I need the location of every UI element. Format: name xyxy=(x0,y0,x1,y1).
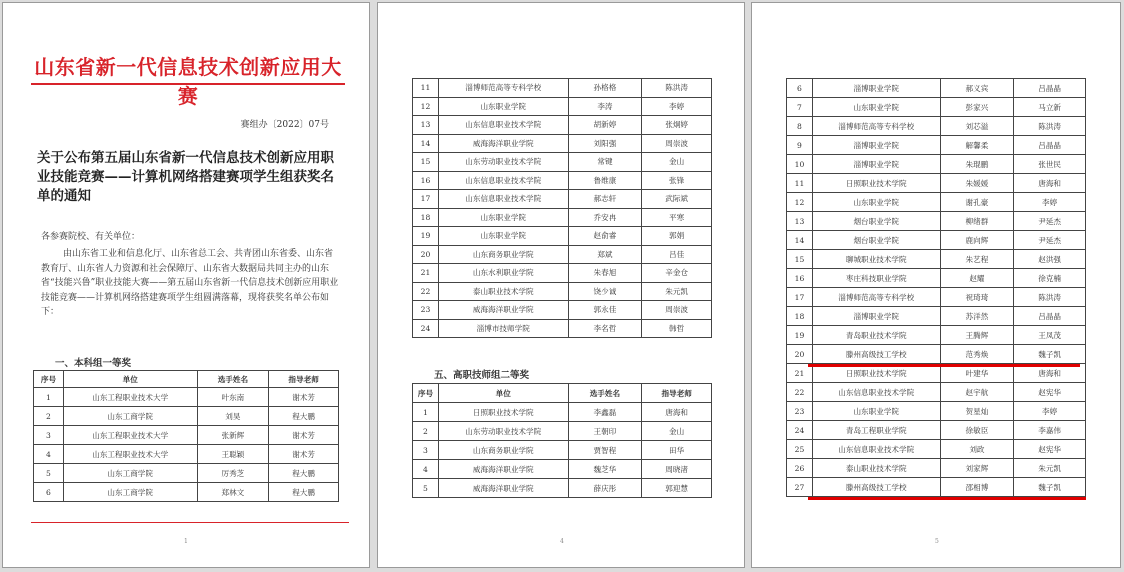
cell-advisor: 徐克楠 xyxy=(1014,269,1086,288)
cell-index: 7 xyxy=(787,98,813,117)
cell-index: 17 xyxy=(787,288,813,307)
cell-contestant: 邵相博 xyxy=(940,478,1014,497)
cell-unit: 淄博市技师学院 xyxy=(438,319,568,338)
cell-index: 21 xyxy=(413,264,439,283)
cell-advisor: 程大鹏 xyxy=(269,464,339,483)
cell-unit: 日照职业技术学院 xyxy=(438,403,568,422)
cell-index: 24 xyxy=(787,421,813,440)
cell-index: 18 xyxy=(413,208,439,227)
cell-unit: 淄博职业学院 xyxy=(812,155,940,174)
cell-contestant: 刘昊 xyxy=(197,407,269,426)
table-row xyxy=(787,212,1086,231)
cell-unit: 威海海洋职业学院 xyxy=(438,460,568,479)
cell-index: 4 xyxy=(413,460,439,479)
cell-index: 26 xyxy=(787,459,813,478)
cell-index: 16 xyxy=(787,269,813,288)
table-row xyxy=(413,479,712,498)
cell-index: 8 xyxy=(787,117,813,136)
document-page-1 xyxy=(2,2,370,568)
table-row xyxy=(413,245,712,264)
cell-advisor: 韩哲 xyxy=(642,319,712,338)
cell-advisor: 魏子凯 xyxy=(1014,345,1086,364)
cell-contestant: 刘家辉 xyxy=(940,459,1014,478)
document-page-5 xyxy=(751,2,1121,568)
table-row xyxy=(413,116,712,135)
column-header: 指导老师 xyxy=(269,371,339,388)
cell-unit: 山东工商学院 xyxy=(63,407,197,426)
cell-unit: 山东工程职业技术大学 xyxy=(63,426,197,445)
cell-unit: 青岛职业技术学院 xyxy=(812,326,940,345)
cell-unit: 山东工商学院 xyxy=(63,483,197,502)
cell-unit: 日照职业技术学院 xyxy=(812,364,940,383)
cell-unit: 山东职业学院 xyxy=(438,208,568,227)
cell-contestant: 刘阳强 xyxy=(568,134,642,153)
table-row xyxy=(787,478,1086,497)
table-row xyxy=(787,250,1086,269)
section-heading: 五、高职技师组二等奖 xyxy=(434,370,530,381)
cell-index: 3 xyxy=(34,426,64,445)
table-row xyxy=(413,227,712,246)
table-row xyxy=(787,288,1086,307)
cell-unit: 山东信息职业技术学院 xyxy=(438,171,568,190)
table-row xyxy=(413,134,712,153)
cell-contestant: 王聪颖 xyxy=(197,445,269,464)
cell-contestant: 祝琦琦 xyxy=(940,288,1014,307)
cell-advisor: 张世民 xyxy=(1014,155,1086,174)
cell-unit: 青岛工程职业学院 xyxy=(812,421,940,440)
cell-unit: 山东信息职业技术学院 xyxy=(438,190,568,209)
table-row xyxy=(413,282,712,301)
cell-index: 22 xyxy=(787,383,813,402)
table-row xyxy=(413,441,712,460)
cell-unit: 枣庄科技职业学院 xyxy=(812,269,940,288)
award-table xyxy=(786,78,1086,497)
section-heading: 一、本科组一等奖 xyxy=(55,358,132,369)
table-row xyxy=(787,193,1086,212)
table-row xyxy=(787,459,1086,478)
cell-unit: 山东信息职业技术学院 xyxy=(438,116,568,135)
cell-contestant: 朱媛媛 xyxy=(940,174,1014,193)
cell-unit: 聊城职业技术学院 xyxy=(812,250,940,269)
cell-contestant: 苏洋然 xyxy=(940,307,1014,326)
table-row xyxy=(413,403,712,422)
red-highlight-underline xyxy=(808,364,1080,367)
cell-advisor: 尹延杰 xyxy=(1014,231,1086,250)
table-row xyxy=(34,445,339,464)
cell-unit: 山东工程职业技术大学 xyxy=(63,445,197,464)
award-table xyxy=(412,78,712,338)
cell-contestant: 饶少诚 xyxy=(568,282,642,301)
cell-advisor: 朱元凯 xyxy=(642,282,712,301)
cell-contestant: 赵耀 xyxy=(940,269,1014,288)
cell-index: 13 xyxy=(413,116,439,135)
table-row xyxy=(413,422,712,441)
column-header: 选手姓名 xyxy=(568,384,642,403)
cell-advisor: 吕佳 xyxy=(642,245,712,264)
cell-index: 4 xyxy=(34,445,64,464)
cell-index: 23 xyxy=(787,402,813,421)
cell-advisor: 武际斌 xyxy=(642,190,712,209)
cell-contestant: 魏芝华 xyxy=(568,460,642,479)
document-page-4 xyxy=(377,2,745,568)
cell-unit: 威海海洋职业学院 xyxy=(438,301,568,320)
letterhead-title: 山东省新一代信息技术创新应用大赛 xyxy=(34,55,342,108)
table-row xyxy=(787,269,1086,288)
cell-contestant: 赵宇航 xyxy=(940,383,1014,402)
page-number: 4 xyxy=(560,538,564,545)
cell-index: 1 xyxy=(34,388,64,407)
cell-index: 14 xyxy=(787,231,813,250)
cell-index: 15 xyxy=(787,250,813,269)
cell-unit: 烟台职业学院 xyxy=(812,212,940,231)
cell-index: 27 xyxy=(787,478,813,497)
cell-contestant: 朱艺程 xyxy=(940,250,1014,269)
table-row xyxy=(34,464,339,483)
cell-index: 21 xyxy=(787,364,813,383)
cell-unit: 日照职业技术学院 xyxy=(812,174,940,193)
table-row xyxy=(413,319,712,338)
cell-advisor: 周崇波 xyxy=(642,301,712,320)
cell-unit: 山东职业学院 xyxy=(438,227,568,246)
table-row xyxy=(787,117,1086,136)
cell-index: 10 xyxy=(787,155,813,174)
cell-advisor: 李婷 xyxy=(1014,193,1086,212)
cell-index: 20 xyxy=(413,245,439,264)
cell-advisor: 李婷 xyxy=(1014,402,1086,421)
cell-unit: 滕州高级技工学校 xyxy=(812,345,940,364)
cell-advisor: 魏子凯 xyxy=(1014,478,1086,497)
cell-index: 3 xyxy=(413,441,439,460)
cell-contestant: 郑林文 xyxy=(197,483,269,502)
cell-advisor: 赵宪华 xyxy=(1014,383,1086,402)
table-row xyxy=(34,426,339,445)
column-header: 序号 xyxy=(34,371,64,388)
cell-contestant: 贾智程 xyxy=(568,441,642,460)
cell-advisor: 陈洪涛 xyxy=(1014,117,1086,136)
cell-advisor: 金山 xyxy=(642,153,712,172)
cell-unit: 山东职业学院 xyxy=(812,193,940,212)
cell-unit: 威海海洋职业学院 xyxy=(438,134,568,153)
cell-contestant: 李鑫磊 xyxy=(568,403,642,422)
table-row xyxy=(34,483,339,502)
cell-advisor: 陈洪涛 xyxy=(1014,288,1086,307)
cell-advisor: 周崇波 xyxy=(642,134,712,153)
column-header: 单位 xyxy=(63,371,197,388)
cell-index: 13 xyxy=(787,212,813,231)
cell-advisor: 唐海和 xyxy=(1014,174,1086,193)
cell-index: 20 xyxy=(787,345,813,364)
table-row xyxy=(787,421,1086,440)
table-row xyxy=(413,171,712,190)
cell-contestant: 张新辉 xyxy=(197,426,269,445)
cell-contestant: 柳绪群 xyxy=(940,212,1014,231)
cell-contestant: 谢孔豪 xyxy=(940,193,1014,212)
cell-advisor: 吕晶晶 xyxy=(1014,79,1086,98)
cell-advisor: 朱元凯 xyxy=(1014,459,1086,478)
table-row xyxy=(787,98,1086,117)
cell-index: 15 xyxy=(413,153,439,172)
cell-index: 16 xyxy=(413,171,439,190)
table-row xyxy=(413,97,712,116)
cell-contestant: 胡新婷 xyxy=(568,116,642,135)
table-row xyxy=(34,388,339,407)
cell-index: 2 xyxy=(413,422,439,441)
cell-advisor: 田华 xyxy=(642,441,712,460)
cell-advisor: 金山 xyxy=(642,422,712,441)
cell-advisor: 李婷 xyxy=(642,97,712,116)
red-highlight-underline xyxy=(808,497,1086,500)
cell-advisor: 尹延杰 xyxy=(1014,212,1086,231)
cell-contestant: 朱琨鹏 xyxy=(940,155,1014,174)
cell-advisor: 郭娟 xyxy=(642,227,712,246)
cell-unit: 山东水利职业学院 xyxy=(438,264,568,283)
cell-index: 18 xyxy=(787,307,813,326)
cell-unit: 山东信息职业技术学院 xyxy=(812,383,940,402)
cell-contestant: 贺星灿 xyxy=(940,402,1014,421)
table-row xyxy=(413,190,712,209)
table-row xyxy=(787,326,1086,345)
table-row xyxy=(787,136,1086,155)
cell-unit: 山东工程职业技术大学 xyxy=(63,388,197,407)
cell-unit: 泰山职业技术学院 xyxy=(438,282,568,301)
cell-unit: 山东信息职业技术学院 xyxy=(812,440,940,459)
cell-advisor: 马立新 xyxy=(1014,98,1086,117)
cell-advisor: 吕晶晶 xyxy=(1014,136,1086,155)
cell-unit: 山东职业学院 xyxy=(812,98,940,117)
cell-unit: 山东商务职业学院 xyxy=(438,441,568,460)
letterhead-divider xyxy=(31,83,345,85)
cell-advisor: 张炯婷 xyxy=(642,116,712,135)
cell-index: 5 xyxy=(413,479,439,498)
cell-unit: 淄博师范高等专科学校 xyxy=(812,288,940,307)
column-header: 单位 xyxy=(438,384,568,403)
cell-unit: 山东劳动职业技术学院 xyxy=(438,422,568,441)
cell-unit: 山东劳动职业技术学院 xyxy=(438,153,568,172)
cell-index: 1 xyxy=(413,403,439,422)
cell-unit: 淄博职业学院 xyxy=(812,307,940,326)
cell-unit: 淄博师范高等专科学校 xyxy=(438,79,568,98)
cell-unit: 烟台职业学院 xyxy=(812,231,940,250)
cell-unit: 淄博职业学院 xyxy=(812,79,940,98)
cell-contestant: 鹿向辉 xyxy=(940,231,1014,250)
footer-divider xyxy=(31,522,349,523)
cell-contestant: 朱春旭 xyxy=(568,264,642,283)
cell-unit: 淄博职业学院 xyxy=(812,136,940,155)
cell-contestant: 郭永佳 xyxy=(568,301,642,320)
cell-unit: 山东工商学院 xyxy=(63,464,197,483)
cell-index: 22 xyxy=(413,282,439,301)
cell-index: 19 xyxy=(413,227,439,246)
cell-advisor: 赵宪华 xyxy=(1014,440,1086,459)
column-header: 指导老师 xyxy=(642,384,712,403)
cell-index: 6 xyxy=(34,483,64,502)
cell-contestant: 薛庆彤 xyxy=(568,479,642,498)
cell-unit: 山东职业学院 xyxy=(812,402,940,421)
cell-advisor: 平寒 xyxy=(642,208,712,227)
cell-advisor: 唐海和 xyxy=(1014,364,1086,383)
table-row xyxy=(787,440,1086,459)
table-row xyxy=(413,79,712,98)
cell-contestant: 厉秀芝 xyxy=(197,464,269,483)
cell-advisor: 吕晶晶 xyxy=(1014,307,1086,326)
table-row xyxy=(787,174,1086,193)
cell-advisor: 王凤茂 xyxy=(1014,326,1086,345)
cell-contestant: 叶建华 xyxy=(940,364,1014,383)
table-row xyxy=(34,407,339,426)
cell-index: 24 xyxy=(413,319,439,338)
table-row xyxy=(413,264,712,283)
cell-contestant: 常键 xyxy=(568,153,642,172)
column-header: 序号 xyxy=(413,384,439,403)
cell-advisor: 郭迎慧 xyxy=(642,479,712,498)
cell-contestant: 范秀焕 xyxy=(940,345,1014,364)
notice-body: 由山东省工业和信息化厅、山东省总工会、共青团山东省委、山东省教育厅、山东省人力资源和社会保障厅、山东省大数据局共同主办的山东省“技能兴鲁”职业技能大赛——第五届山东省新一代信息技术创新应用职业技能竞赛——计算机网络搭建赛项学生组圆满落幕，现将获奖名单公布如下： xyxy=(41,249,339,318)
cell-contestant: 鲁维康 xyxy=(568,171,642,190)
cell-index: 25 xyxy=(787,440,813,459)
greeting: 各参赛院校、有关单位： xyxy=(41,232,141,242)
cell-unit: 山东商务职业学院 xyxy=(438,245,568,264)
table-row xyxy=(787,79,1086,98)
cell-unit: 泰山职业技术学院 xyxy=(812,459,940,478)
cell-contestant: 郝义宾 xyxy=(940,79,1014,98)
page-number: 1 xyxy=(184,538,188,545)
award-table xyxy=(33,370,339,502)
cell-index: 2 xyxy=(34,407,64,426)
cell-index: 9 xyxy=(787,136,813,155)
cell-advisor: 陈洪涛 xyxy=(642,79,712,98)
cell-advisor: 程大鹏 xyxy=(269,483,339,502)
cell-contestant: 孙格格 xyxy=(568,79,642,98)
cell-index: 12 xyxy=(787,193,813,212)
table-row xyxy=(413,153,712,172)
cell-index: 11 xyxy=(787,174,813,193)
document-number: 赛组办〔2022〕07号 xyxy=(240,120,329,130)
cell-contestant: 赵俞睿 xyxy=(568,227,642,246)
cell-unit: 淄博师范高等专科学校 xyxy=(812,117,940,136)
table-row xyxy=(787,345,1086,364)
notice-title: 关于公布第五届山东省新一代信息技术创新应用职业技能竞赛——计算机网络搭建赛项学生组获奖名单的通知 xyxy=(37,150,334,204)
cell-advisor: 谢术芳 xyxy=(269,445,339,464)
cell-advisor: 谢术芳 xyxy=(269,388,339,407)
table-header-row xyxy=(413,384,712,403)
cell-index: 19 xyxy=(787,326,813,345)
cell-contestant: 王朝印 xyxy=(568,422,642,441)
cell-unit: 滕州高级技工学校 xyxy=(812,478,940,497)
cell-advisor: 李嘉伟 xyxy=(1014,421,1086,440)
cell-contestant: 郑斌 xyxy=(568,245,642,264)
table-row xyxy=(787,231,1086,250)
cell-unit: 威海海洋职业学院 xyxy=(438,479,568,498)
cell-contestant: 叶东南 xyxy=(197,388,269,407)
table-row xyxy=(787,307,1086,326)
cell-index: 14 xyxy=(413,134,439,153)
cell-advisor: 张锋 xyxy=(642,171,712,190)
cell-advisor: 赵洪强 xyxy=(1014,250,1086,269)
cell-unit: 山东职业学院 xyxy=(438,97,568,116)
cell-advisor: 周晓渚 xyxy=(642,460,712,479)
cell-index: 12 xyxy=(413,97,439,116)
table-header-row xyxy=(34,371,339,388)
cell-index: 17 xyxy=(413,190,439,209)
table-row xyxy=(413,208,712,227)
cell-contestant: 郝志轩 xyxy=(568,190,642,209)
table-row xyxy=(787,402,1086,421)
cell-index: 6 xyxy=(787,79,813,98)
cell-contestant: 解馨柔 xyxy=(940,136,1014,155)
cell-contestant: 刘芯溢 xyxy=(940,117,1014,136)
cell-advisor: 唐海和 xyxy=(642,403,712,422)
cell-advisor: 程大鹏 xyxy=(269,407,339,426)
cell-index: 11 xyxy=(413,79,439,98)
cell-contestant: 王腾辉 xyxy=(940,326,1014,345)
table-row xyxy=(787,155,1086,174)
column-header: 选手姓名 xyxy=(197,371,269,388)
cell-index: 5 xyxy=(34,464,64,483)
table-row xyxy=(787,383,1086,402)
table-row xyxy=(413,301,712,320)
award-table xyxy=(412,383,712,498)
cell-advisor: 谢术芳 xyxy=(269,426,339,445)
cell-contestant: 彭家兴 xyxy=(940,98,1014,117)
cell-index: 23 xyxy=(413,301,439,320)
page-number: 5 xyxy=(935,538,939,545)
table-row xyxy=(413,460,712,479)
cell-contestant: 乔安冉 xyxy=(568,208,642,227)
cell-advisor: 辛金仓 xyxy=(642,264,712,283)
cell-contestant: 刘政 xyxy=(940,440,1014,459)
cell-contestant: 徐敏臣 xyxy=(940,421,1014,440)
cell-contestant: 李涛 xyxy=(568,97,642,116)
cell-contestant: 李名哲 xyxy=(568,319,642,338)
